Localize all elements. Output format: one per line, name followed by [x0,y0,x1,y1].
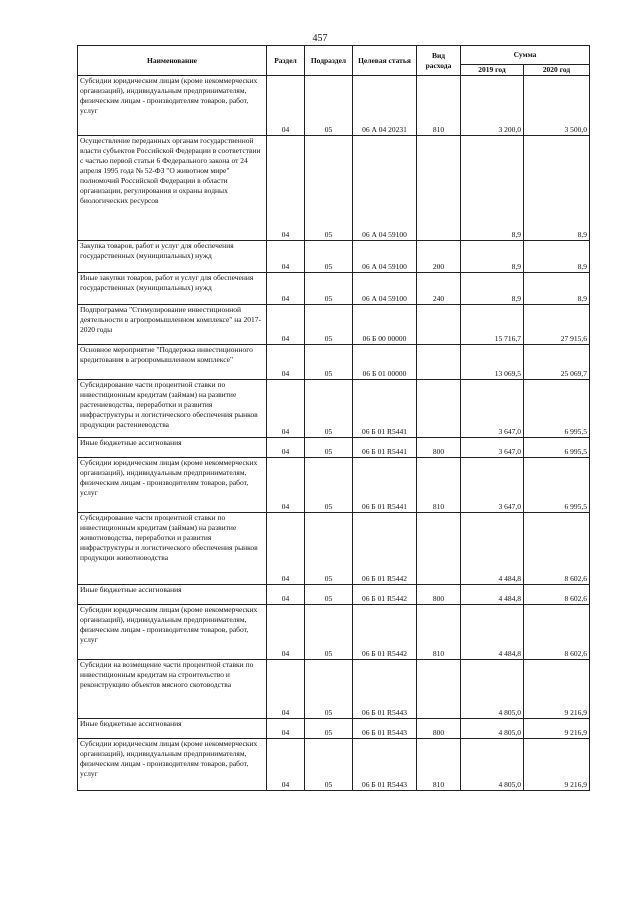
row-type [417,660,461,719]
row-section: 04 [267,241,305,273]
row-sum-2020: 8,9 [524,273,590,305]
header-subsection: Подраздел [305,46,353,76]
row-name-text: Субсидии юридическим лицам (кроме некоммерческих организаций), индивидуальным предпринимателям, физическим лицам - производителям товаров, работ, услуг [80,458,258,497]
row-name-text: Иные бюджетные ассигнования [80,438,182,447]
table-header-row [78,46,590,65]
table-row [78,458,590,513]
row-type [417,305,461,345]
table-row [78,380,590,438]
table-row [78,305,590,345]
row-sum-2019: 15 716,7 [461,305,524,345]
row-sum-2020: 6 995,5 [524,438,590,458]
row-sum-2019: 3 200,0 [461,76,524,136]
row-sum-2020: 25 069,7 [524,345,590,380]
row-sum-2019: 3 647,0 [461,380,524,438]
row-section: 04 [267,345,305,380]
row-subsection: 05 [305,719,353,739]
header-sum: Сумма [461,46,590,65]
row-target: 06 Б 01 R5442 [353,513,417,585]
table-body [78,76,590,791]
row-target: 06 А 04 59100 [353,273,417,305]
row-sum-2019: 4 805,0 [461,719,524,739]
row-name-text: Закупка товаров, работ и услуг для обеспечения государственных (муниципальных) нужд [80,241,234,260]
row-target: 06 Б 01 R5441 [353,438,417,458]
row-sum-2020: 9 216,9 [524,739,590,791]
row-sum-2019: 4 484,8 [461,513,524,585]
row-name [78,241,267,273]
row-type: 810 [417,458,461,513]
row-section: 04 [267,76,305,136]
row-target: 06 Б 01 R5441 [353,380,417,438]
row-target: 06 А 04 59100 [353,136,417,241]
row-sum-2019: 8,9 [461,136,524,241]
row-sum-2020: 6 995,5 [524,458,590,513]
row-subsection: 05 [305,273,353,305]
row-type: 200 [417,241,461,273]
row-sum-2019: 8,9 [461,273,524,305]
table-row [78,739,590,791]
row-name [78,605,267,660]
table-row [78,76,590,136]
row-section: 04 [267,719,305,739]
row-type: 810 [417,76,461,136]
row-name [78,458,267,513]
row-section: 04 [267,458,305,513]
row-target: 06 А 04 20231 [353,76,417,136]
row-type [417,345,461,380]
table-row [78,136,590,241]
row-type: 810 [417,605,461,660]
header-2019: 2019 год [461,65,524,76]
row-name-text: Основное мероприятие "Поддержка инвестиционного кредитования в агропромышленном комплексе" [80,345,253,364]
row-type [417,380,461,438]
row-name [78,305,267,345]
row-target: 06 Б 01 R5442 [353,605,417,660]
row-subsection: 05 [305,305,353,345]
header-target: Целевая статья [353,46,417,76]
row-subsection: 05 [305,438,353,458]
row-sum-2020: 27 915,6 [524,305,590,345]
row-sum-2020: 9 216,9 [524,719,590,739]
table-row [78,660,590,719]
header-name: Наименование [78,46,267,76]
row-name-text: Иные бюджетные ассигнования [80,585,182,594]
row-subsection: 05 [305,76,353,136]
row-name [78,380,267,438]
row-name [78,345,267,380]
row-type: 810 [417,739,461,791]
row-sum-2020: 3 500,0 [524,76,590,136]
row-target: 06 Б 01 00000 [353,345,417,380]
row-type: 240 [417,273,461,305]
row-subsection: 05 [305,513,353,585]
row-name-text: Осуществление переданных органам государственной власти субъектов Российской Федерации в соответствии с частью первой статьи 6 Федерального закона от 24 апреля 1995 года № 52-ФЗ "О животном мире" полномочий Российской Федерации в области организации, регулирования и охраны водных биологических ресурсов [80,136,261,205]
row-type [417,136,461,241]
row-name [78,76,267,136]
row-name-text: Субсидии юридическим лицам (кроме некоммерческих организаций), индивидуальным предпринимателям, физическим лицам - производителям товаров, работ, услуг [80,739,258,778]
row-sum-2020: 8 602,6 [524,585,590,605]
row-subsection: 05 [305,660,353,719]
row-sum-2020: 8,9 [524,136,590,241]
row-name-text: Подпрограмма "Стимулирование инвестиционной деятельности в агропромышленном комплексе" на 2017-2020 годы [80,305,261,334]
row-section: 04 [267,605,305,660]
table-row [78,585,590,605]
row-name [78,719,267,739]
table-row [78,273,590,305]
row-sum-2020: 8 602,6 [524,605,590,660]
row-section: 04 [267,660,305,719]
row-subsection: 05 [305,136,353,241]
header-section: Раздел [267,46,305,76]
row-sum-2020: 6 995,5 [524,380,590,438]
row-target: 06 Б 00 00000 [353,305,417,345]
row-subsection: 05 [305,605,353,660]
row-section: 04 [267,305,305,345]
row-sum-2019: 3 647,0 [461,438,524,458]
row-subsection: 05 [305,380,353,438]
row-sum-2019: 4 805,0 [461,660,524,719]
table-row [78,605,590,660]
row-name [78,739,267,791]
row-sum-2019: 4 484,8 [461,585,524,605]
row-sum-2020: 9 216,9 [524,660,590,719]
row-section: 04 [267,273,305,305]
budget-table [77,45,590,791]
row-target: 06 Б 01 R5442 [353,585,417,605]
row-sum-2019: 8,9 [461,241,524,273]
row-sum-2019: 4 484,8 [461,605,524,660]
table-row [78,438,590,458]
row-name-text: Субсидии юридическим лицам (кроме некоммерческих организаций), индивидуальным предпринимателям, физическим лицам - производителям товаров, работ, услуг [80,76,258,115]
header-2020: 2020 год [524,65,590,76]
row-type [417,513,461,585]
row-name [78,273,267,305]
row-section: 04 [267,380,305,438]
table-row [78,513,590,585]
row-target: 06 Б 01 R5443 [353,660,417,719]
header-type: Вид расхода [417,46,461,76]
row-target: 06 Б 01 R5441 [353,458,417,513]
row-sum-2019: 13 069,5 [461,345,524,380]
row-sum-2020: 8,9 [524,241,590,273]
row-subsection: 05 [305,241,353,273]
row-subsection: 05 [305,458,353,513]
row-section: 04 [267,136,305,241]
row-name-text: Субсидирование части процентной ставки по инвестиционным кредитам (займам) на развитие животноводства, переработки и развития инфраструктуры и логистического обеспечения рынков продукции животноводства [80,513,258,562]
row-name [78,136,267,241]
row-name-text: Иные закупки товаров, работ и услуг для обеспечения государственных (муниципальных) нужд [80,273,254,292]
row-subsection: 05 [305,585,353,605]
row-name [78,585,267,605]
row-sum-2019: 3 647,0 [461,458,524,513]
row-name [78,660,267,719]
row-section: 04 [267,739,305,791]
row-subsection: 05 [305,345,353,380]
row-target: 06 Б 01 R5443 [353,719,417,739]
table-row [78,345,590,380]
row-name-text: Субсидии юридическим лицам (кроме некоммерческих организаций), индивидуальным предпринимателям, физическим лицам - производителям товаров, работ, услуг [80,605,258,644]
row-name-text: Иные бюджетные ассигнования [80,719,182,728]
row-type: 800 [417,585,461,605]
table-row [78,241,590,273]
table-row [78,719,590,739]
row-section: 04 [267,438,305,458]
row-name-text: Субсидии на возмещение части процентной ставки по инвестиционным кредитам на строительство и реконструкцию объектов мясного скотоводства [80,660,254,689]
row-name [78,438,267,458]
row-subsection: 05 [305,739,353,791]
row-target: 06 А 04 59100 [353,241,417,273]
row-target: 06 Б 01 R5443 [353,739,417,791]
row-sum-2020: 8 602,6 [524,513,590,585]
row-section: 04 [267,513,305,585]
row-name [78,513,267,585]
row-name-text: Субсидирование части процентной ставки по инвестиционным кредитам (займам) на развитие растениеводства, переработки и развития инфраструктуры и логистического обеспечения рынков продукции растениеводства [80,380,258,429]
row-type: 800 [417,438,461,458]
row-type: 800 [417,719,461,739]
row-section: 04 [267,585,305,605]
page-number: 457 [312,33,328,44]
row-sum-2019: 4 805,0 [461,739,524,791]
